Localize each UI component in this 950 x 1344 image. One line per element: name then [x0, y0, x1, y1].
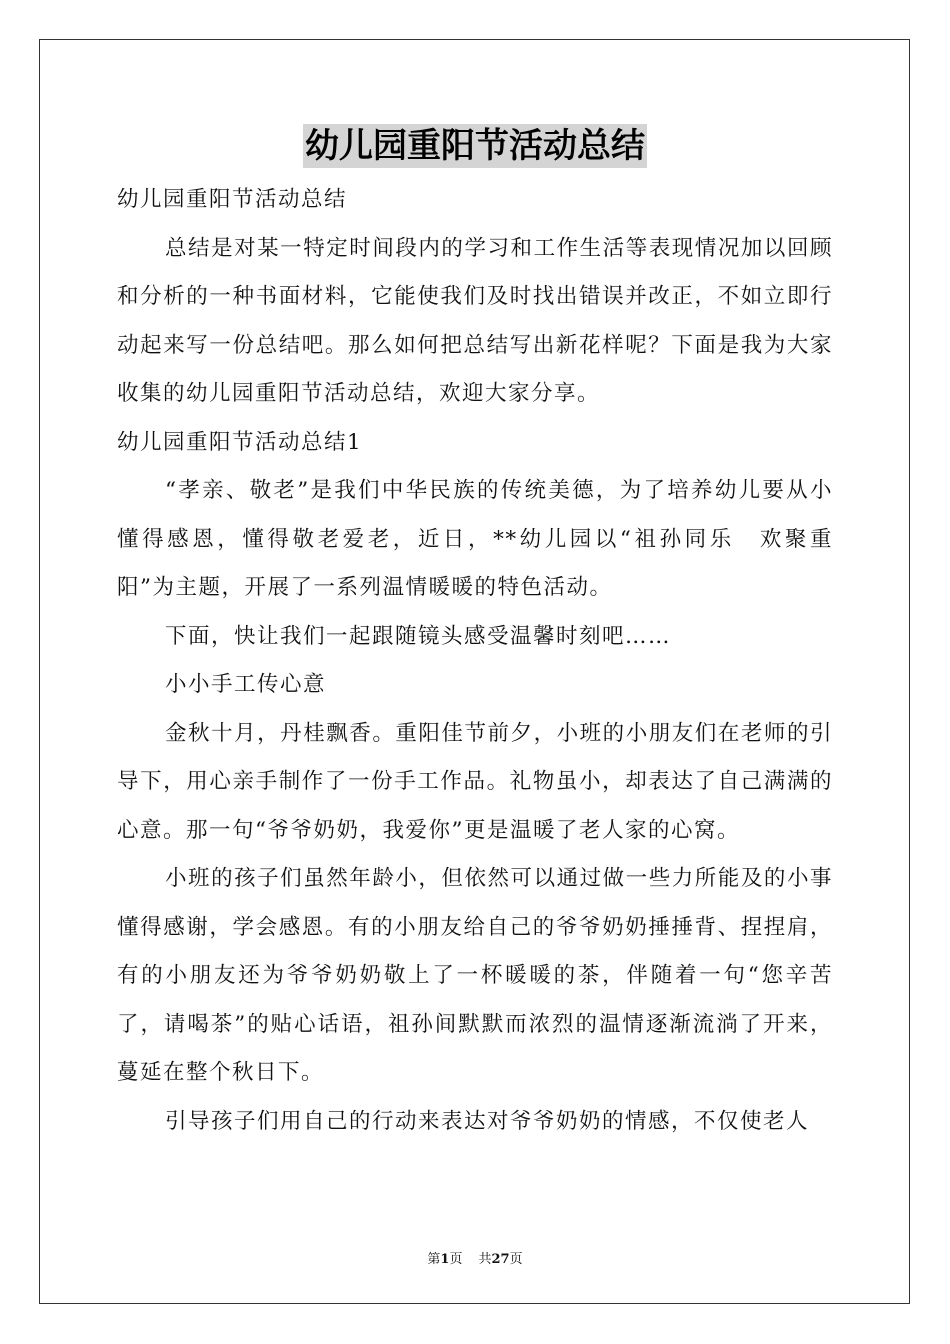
body-paragraph: 下面，快让我们一起跟随镜头感受温馨时刻吧…… [165, 623, 672, 649]
page-number: 1 [440, 1252, 450, 1267]
title-container [0, 124, 950, 168]
page-footer [0, 1248, 950, 1267]
total-pages-suffix: 页 [509, 1252, 523, 1267]
total-pages-prefix: 共 [478, 1252, 492, 1267]
body-paragraph: 小班的孩子们虽然年龄小，但依然可以通过做一些力所能及的小事懂得感谢，学会感恩。有的小朋友给自己的爷爷奶奶捶捶背、捏捏肩，有的小朋友还为爷爷奶奶敬上了一杯暖暖的茶，伴随着一句“您辛苦了，请喝茶”的贴心话语，祖孙间默默而浓烈的温情逐渐流淌了开来，蔓延在整个秋日下。 [117, 866, 833, 1085]
body-paragraph: 小小手工传心意 [165, 672, 327, 697]
body-paragraph: 金秋十月，丹桂飘香。重阳佳节前夕，小班的小朋友们在老师的引导下，用心亲手制作了一份手工作品。礼物虽小，却表达了自己满满的心意。那一句“爷爷奶奶，我爱你”更是温暖了老人家的心窝。 [117, 720, 833, 843]
document-title: 幼儿园重阳节活动总结 [305, 126, 645, 166]
body-paragraph: “孝亲、敬老”是我们中华民族的传统美德，为了培养幼儿要从小懂得感恩，懂得敬老爱老，近日，**幼儿园以“祖孙同乐 欢聚重阳”为主题，开展了一系列温情暖暖的特色活动。 [117, 478, 833, 600]
body-paragraph: 幼儿园重阳节活动总结 [117, 187, 348, 212]
document-body [117, 176, 833, 1146]
page-number-suffix: 页 [449, 1252, 463, 1267]
body-paragraph: 引导孩子们用自己的行动来表达对爷爷奶奶的情感，不仅使老人 [165, 1108, 810, 1134]
body-paragraph: 幼儿园重阳节活动总结1 [117, 429, 363, 455]
body-paragraph: 总结是对某一特定时间段内的学习和工作生活等表现情况加以回顾和分析的一种书面材料，它能使我们及时找出错误并改正，不如立即行动起来写一份总结吧。那么如何把总结写出新花样呢？下面是我为大家收集的幼儿园重阳节活动总结，欢迎大家分享。 [117, 235, 833, 406]
page-number-prefix: 第 [427, 1252, 441, 1267]
total-pages: 27 [491, 1252, 510, 1267]
